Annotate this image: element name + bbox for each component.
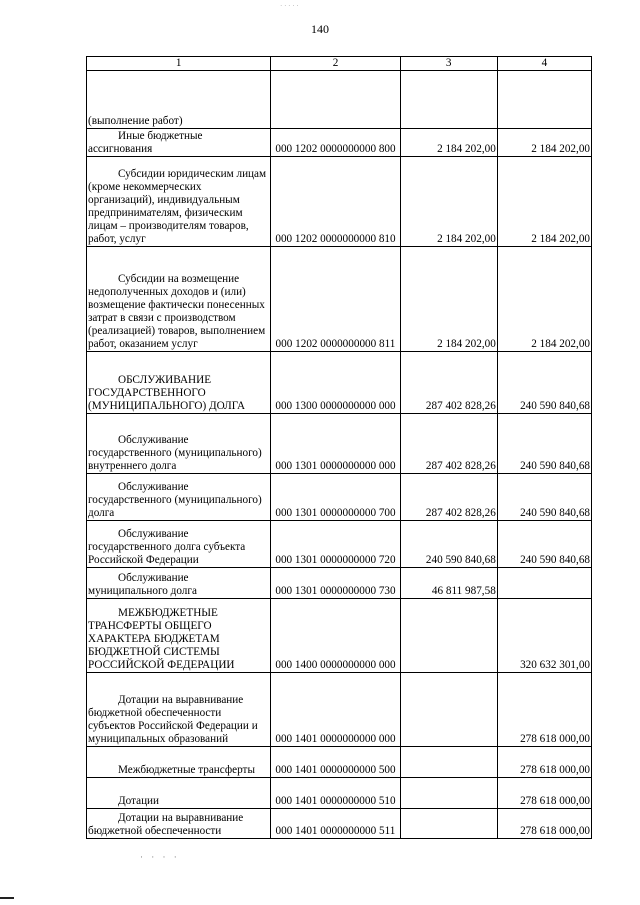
header-col-4: 4 [497, 57, 591, 71]
row-value-col4 [497, 568, 591, 599]
row-value-col4 [497, 71, 591, 129]
row-value-col4: 240 590 840,68 [497, 352, 591, 414]
row-value-col3 [400, 778, 497, 809]
row-value-col4: 2 184 202,00 [497, 157, 591, 247]
row-value-col4: 278 618 000,00 [497, 809, 591, 839]
row-value-col4: 240 590 840,68 [497, 521, 591, 568]
table-row [87, 474, 592, 521]
row-value-col3 [400, 809, 497, 839]
header-col-1: 1 [87, 57, 271, 71]
row-name: Дотации на выравнивание бюджетной обеспеченности субъектов Российской Федерации и муниципальных образований [87, 673, 271, 747]
table-row [87, 778, 592, 809]
row-code: 000 1401 0000000000 000 [271, 673, 400, 747]
row-name: Межбюджетные трансферты [87, 747, 271, 778]
row-name: Дотации [87, 778, 271, 809]
row-value-col3 [400, 599, 497, 673]
scan-edge-mark [0, 897, 14, 899]
row-name: Обслуживание государственного долга субъекта Российской Федерации [87, 521, 271, 568]
row-value-col3: 2 184 202,00 [400, 129, 497, 157]
row-value-col3: 287 402 828,26 [400, 474, 497, 521]
row-name: Обслуживание муниципального долга [87, 568, 271, 599]
row-code: 000 1301 0000000000 000 [271, 414, 400, 474]
row-value-col4: 240 590 840,68 [497, 474, 591, 521]
table-row [87, 129, 592, 157]
page-number: 140 [311, 22, 329, 36]
row-name: (выполнение работ) [87, 71, 271, 129]
row-name: Дотации на выравнивание бюджетной обеспеченности [87, 809, 271, 839]
budget-table [86, 56, 592, 839]
row-code: 000 1401 0000000000 511 [271, 809, 400, 839]
row-code: 000 1301 0000000000 700 [271, 474, 400, 521]
row-value-col3: 2 184 202,00 [400, 157, 497, 247]
row-code [271, 71, 400, 129]
header-row [87, 57, 592, 71]
row-value-col3: 2 184 202,00 [400, 247, 497, 352]
row-value-col4: 320 632 301,00 [497, 599, 591, 673]
row-code: 000 1202 0000000000 811 [271, 247, 400, 352]
header-col-2: 2 [271, 57, 400, 71]
table-row [87, 247, 592, 352]
header-col-3: 3 [400, 57, 497, 71]
row-code: 000 1301 0000000000 720 [271, 521, 400, 568]
table-row [87, 673, 592, 747]
table-row [87, 157, 592, 247]
row-value-col4: 278 618 000,00 [497, 747, 591, 778]
row-value-col3 [400, 747, 497, 778]
scan-artifact-bottom: · · · · [140, 852, 180, 862]
row-value-col4: 278 618 000,00 [497, 778, 591, 809]
row-code: 000 1401 0000000000 510 [271, 778, 400, 809]
row-code: 000 1301 0000000000 730 [271, 568, 400, 599]
row-name: ОБСЛУЖИВАНИЕ ГОСУДАРСТВЕННОГО (МУНИЦИПАЛЬНОГО) ДОЛГА [87, 352, 271, 414]
row-name: Субсидии юридическим лицам (кроме некоммерческих организаций), индивидуальным предпринимателям, физическим лицам – производителям товаров, работ, услуг [87, 157, 271, 247]
row-value-col3 [400, 673, 497, 747]
row-name: Обслуживание государственного (муниципального) долга [87, 474, 271, 521]
table-row [87, 809, 592, 839]
row-value-col3: 287 402 828,26 [400, 414, 497, 474]
row-code: 000 1401 0000000000 500 [271, 747, 400, 778]
row-value-col4: 278 618 000,00 [497, 673, 591, 747]
row-value-col3 [400, 71, 497, 129]
row-code: 000 1202 0000000000 800 [271, 129, 400, 157]
table-row [87, 414, 592, 474]
table-row [87, 71, 592, 129]
table-row [87, 521, 592, 568]
row-code: 000 1400 0000000000 000 [271, 599, 400, 673]
row-name: Иные бюджетные ассигнования [87, 129, 271, 157]
row-value-col4: 2 184 202,00 [497, 129, 591, 157]
row-name: МЕЖБЮДЖЕТНЫЕ ТРАНСФЕРТЫ ОБЩЕГО ХАРАКТЕРА БЮДЖЕТАМ БЮДЖЕТНОЙ СИСТЕМЫ РОССИЙСКОЙ ФЕДЕРАЦИИ [87, 599, 271, 673]
row-value-col3: 240 590 840,68 [400, 521, 497, 568]
row-value-col4: 2 184 202,00 [497, 247, 591, 352]
row-value-col3: 287 402 828,26 [400, 352, 497, 414]
row-code: 000 1202 0000000000 810 [271, 157, 400, 247]
row-value-col3: 46 811 987,58 [400, 568, 497, 599]
table-row [87, 599, 592, 673]
table-row [87, 352, 592, 414]
row-code: 000 1300 0000000000 000 [271, 352, 400, 414]
row-name: Обслуживание государственного (муниципального) внутреннего долга [87, 414, 271, 474]
table-row [87, 568, 592, 599]
row-name: Субсидии на возмещение недополученных доходов и (или) возмещение фактически понесенных затрат в связи с производством (реализацией) товаров, выполнением работ, оказанием услуг [87, 247, 271, 352]
row-value-col4: 240 590 840,68 [497, 414, 591, 474]
scan-artifact-top: · · · · · [280, 2, 299, 10]
table-row [87, 747, 592, 778]
